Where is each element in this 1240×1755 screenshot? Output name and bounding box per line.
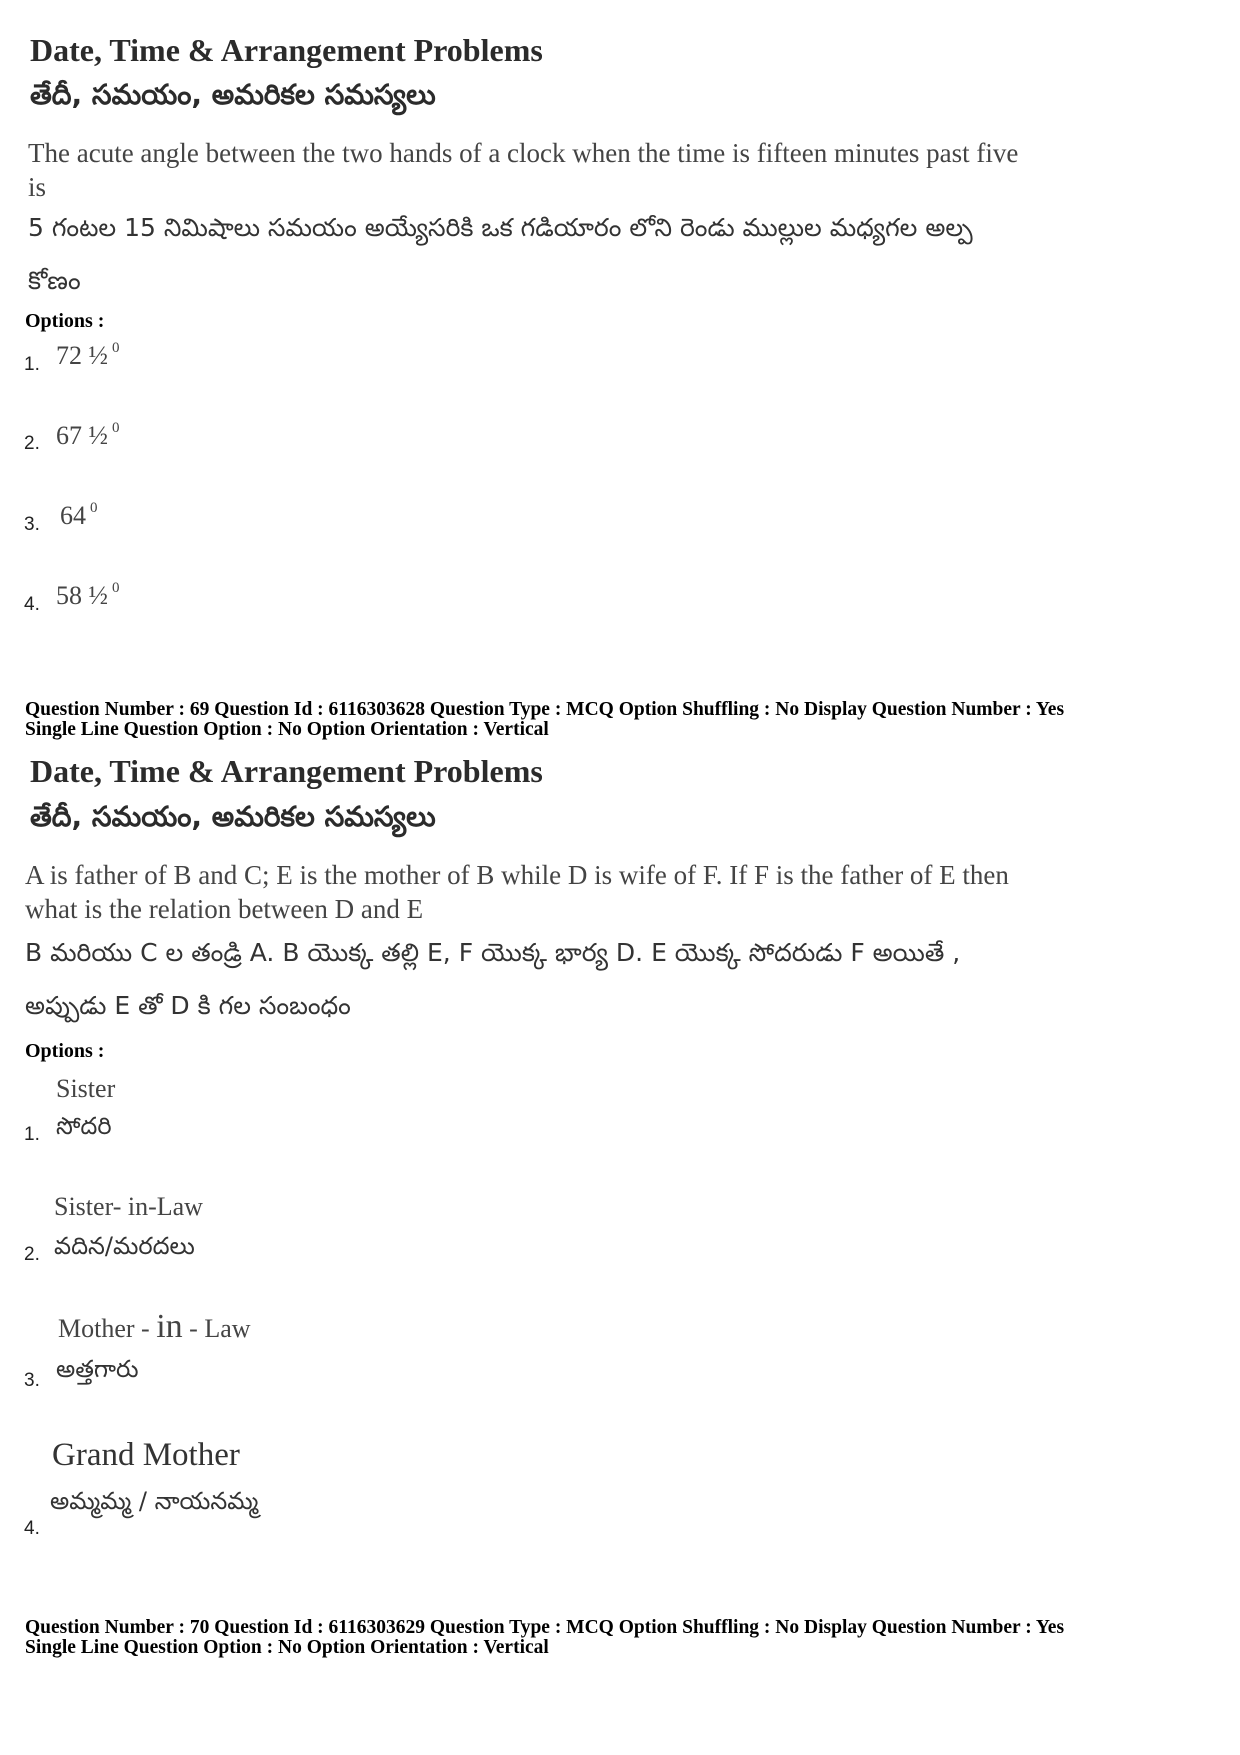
question-text-english: A is father of B and C; E is the mother of B while D is wife of F. If F is the father of E then bbox=[25, 860, 1009, 890]
option-answer: 67 ½ $^0$ bbox=[56, 420, 120, 450]
option-number: 1. bbox=[24, 1124, 40, 1145]
option-answer-telugu: అత్తగారు bbox=[56, 1355, 139, 1383]
option-answer: 64 $^0$ bbox=[60, 500, 98, 530]
question-text-telugu: 5 గంటల 15 నిమిషాలు సమయం అయ్యేసరికి ఒక గడియారం లోని రెండు ముల్లుల మధ్యగల అల్ప bbox=[28, 213, 973, 242]
option-answer-english: Grand Mother bbox=[52, 1437, 240, 1473]
question-text-telugu: B మరియు C ల తండ్రి A. B యొక్క తల్లి E, F యొక్క భార్య D. E యొక్క సోదరుడు F అయితే , bbox=[25, 938, 961, 967]
options-label: Options : bbox=[25, 310, 105, 332]
question-text-telugu-cont: అప్పుడు E తో D కి గల సంబంధం bbox=[25, 991, 351, 1020]
question-text-english-cont: what is the relation between D and E bbox=[25, 894, 424, 924]
options-label: Options : bbox=[25, 1040, 105, 1062]
option-number: 4. bbox=[24, 594, 40, 615]
question-meta-line: Single Line Question Option : No Option Orientation : Vertical bbox=[25, 719, 549, 740]
option-answer-telugu: వదిన/మరదలు bbox=[54, 1232, 195, 1260]
option-answer: 58 ½ $^0$ bbox=[56, 580, 120, 610]
section-heading-english: Date, Time & Arrangement Problems bbox=[30, 753, 543, 789]
section-heading-english: Date, Time & Arrangement Problems bbox=[30, 32, 543, 68]
question-text-english-cont: is bbox=[28, 172, 47, 202]
option-answer-telugu: అమ్మమ్మ / నాయనమ్మ bbox=[50, 1487, 259, 1515]
option-number: 3. bbox=[24, 514, 40, 535]
question-meta-line: Question Number : 69 Question Id : 6116303628 Question Type : MCQ Option Shuffling : No Display Question Number : Yes bbox=[25, 699, 1065, 720]
option-answer-english: Mother - in - Law bbox=[58, 1308, 251, 1345]
question-text-telugu-cont: కోణం bbox=[28, 266, 81, 295]
option-answer-english: Sister bbox=[56, 1074, 116, 1103]
question-text-english: The acute angle between the two hands of a clock when the time is fifteen minutes past five bbox=[28, 138, 1019, 168]
question-meta-line: Single Line Question Option : No Option Orientation : Vertical bbox=[25, 1637, 549, 1658]
option-number: 2. bbox=[24, 433, 40, 454]
section-heading-telugu: తేదీ, సమయం, అమరికల సమస్యలు bbox=[30, 800, 436, 833]
option-number: 2. bbox=[24, 1244, 40, 1265]
option-answer-telugu: సోదరి bbox=[56, 1112, 112, 1140]
option-answer: 72 ½ $^0$ bbox=[56, 340, 120, 370]
option-number: 4. bbox=[24, 1518, 40, 1539]
section-heading-telugu: తేదీ, సమయం, అమరికల సమస్యలు bbox=[30, 78, 436, 111]
option-number: 3. bbox=[24, 1370, 40, 1391]
option-answer-english: Sister- in-Law bbox=[54, 1192, 203, 1221]
option-number: 1. bbox=[24, 354, 40, 375]
question-meta-line: Question Number : 70 Question Id : 6116303629 Question Type : MCQ Option Shuffling : No Display Question Number : Yes bbox=[25, 1617, 1065, 1638]
